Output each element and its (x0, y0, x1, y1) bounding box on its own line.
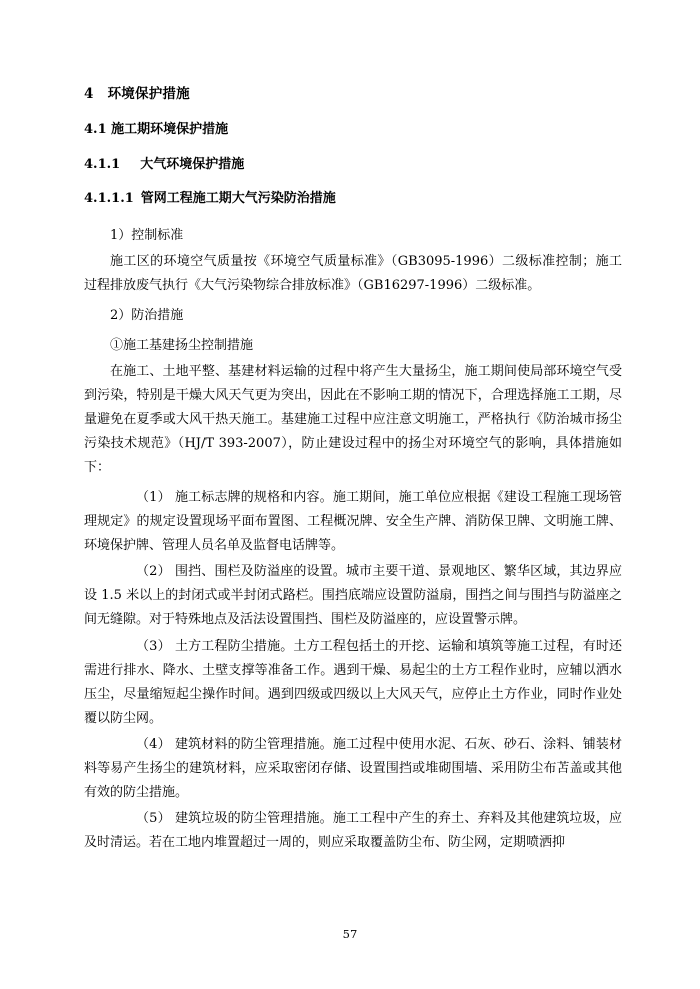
paragraph: 施工区的环境空气质量按《环境空气质量标准》（GB3095-1996）二级标准控制；施工过程排放废气执行《大气污染物综合排放标准》（GB16297-1996）二级标准。 (84, 253, 622, 293)
heading-level-4 (84, 189, 622, 209)
heading-1-number: 4 (84, 86, 94, 102)
section-prevention-measures (84, 304, 622, 328)
paragraph: 在施工、土地平整、基建材料运输的过程中将产生大量扬尘，施工期间使局部环境空气受到污染，特别是干燥大风天气更为突出，因此在不影响工期的情况下，合理选择施工工期，尽量避免在夏季或大风干热天施工。基建施工过程中应注意文明施工，严格执行《防治城市扬尘污染技术规范》（HJ/T 393-2007），防止建设过程中的扬尘对环境空气的影响，具体措施如下： (84, 363, 622, 476)
numbered-item: （4） 建筑材料的防尘管理措施。施工过程中使用水泥、石灰、砂石、涂料、铺装材料等易产生扬尘的建筑材料，应采取密闭存储、设置围挡或堆砌围墙、采用防尘布苫盖或其他有效的防尘措施。 (84, 736, 622, 800)
numbered-item: （1） 施工标志牌的规格和内容。施工期间，施工单位应根据《建设工程施工现场管理规定》的规定设置现场平面布置图、工程概况牌、安全生产牌、消防保卫牌、文明施工牌、环境保护牌、管理人员名单及监督电话牌等。 (84, 490, 622, 554)
heading-1-text: 环境保护措施 (107, 86, 190, 102)
heading-4-text: 管网工程施工期大气污染防治措施 (140, 191, 336, 207)
numbered-item: （5） 建筑垃圾的防尘管理措施。施工工程中产生的弃土、弃料及其他建筑垃圾，应及时清运。若在工地内堆置超过一周的，则应采取覆盖防尘布、防尘网，定期喷洒抑 (84, 810, 622, 850)
heading-4-number: 4.1.1.1 (84, 191, 134, 207)
heading-level-3 (84, 155, 622, 175)
section-label: 2）防治措施 (110, 307, 184, 323)
section-control-standard (84, 224, 622, 298)
heading-level-2: 4.1 施工期环境保护措施 (84, 122, 229, 138)
heading-level-1 (84, 84, 622, 104)
section-label: ①施工基建扬尘控制措施 (110, 337, 254, 353)
numbered-item: （3） 土方工程防尘措施。土方工程包括土的开挖、运输和填筑等施工过程，有时还需进行排水、降水、土壁支撑等准备工作。遇到干燥、易起尘的土方工程作业时，应辅以洒水压尘，尽量缩短起尘操作时间。遇到四级或四级以上大风天气，应停止土方作业，同时作业处覆以防尘网。 (84, 638, 622, 726)
section-label: 1）控制标准 (110, 227, 184, 243)
page-number: 57 (342, 927, 358, 941)
heading-3-text: 大气环境保护措施 (140, 156, 245, 172)
numbered-item: （2） 围挡、围栏及防溢座的设置。城市主要干道、景观地区、繁华区域，其边界应设 1.5 米以上的封闭式或半封闭式路栏。围挡底端应设置防溢扇，围挡之间与围挡与防溢座之间无缝隙。对于特殊地点及活法设置围挡、围栏及防溢座的，应设置警示牌。 (84, 564, 622, 628)
section-dust-control (84, 334, 622, 480)
heading-3-number: 4.1.1 (84, 156, 121, 172)
